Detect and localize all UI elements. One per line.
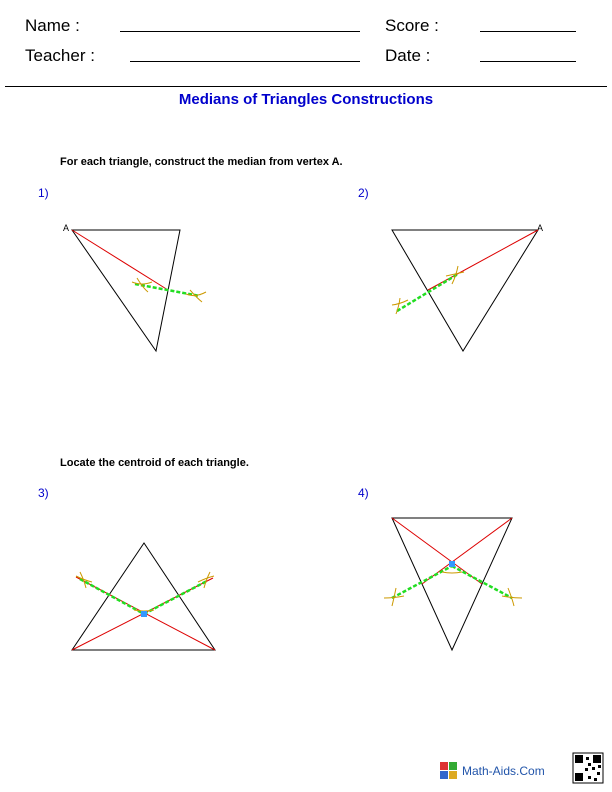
bisector-line-4a xyxy=(392,566,452,598)
footer-brand-text: Math-Aids.Com xyxy=(462,764,545,778)
vertex-label-a-1: A xyxy=(63,223,70,233)
problem-number-2: 2) xyxy=(358,186,369,200)
figure-problem-4 xyxy=(384,518,522,650)
score-label: Score : xyxy=(385,16,439,35)
triangle-1 xyxy=(72,230,180,351)
worksheet-title: Medians of Triangles Constructions xyxy=(178,91,434,108)
problem-number-3: 3) xyxy=(38,486,49,500)
bisector-line-2 xyxy=(397,274,458,311)
instruction-centroid: Locate the centroid of each triangle. xyxy=(60,457,249,469)
triangle-2 xyxy=(392,230,538,351)
median-line-1 xyxy=(72,230,168,290)
figure-problem-2 xyxy=(392,230,538,351)
teacher-label: Teacher : xyxy=(25,46,95,65)
bisector-line-4b xyxy=(452,566,512,598)
problem-number-1: 1) xyxy=(38,186,49,200)
qr-code-icon xyxy=(573,753,603,783)
bisector-line-3a xyxy=(80,579,144,614)
figure-problem-1 xyxy=(72,230,206,351)
instruction-medians: For each triangle, construct the median from vertex A. xyxy=(60,156,343,168)
figure-problem-3 xyxy=(72,543,215,650)
triangle-4 xyxy=(392,518,512,650)
centroid-marker-4 xyxy=(449,561,455,567)
centroid-marker-3 xyxy=(141,611,147,617)
construction-arcs-1 xyxy=(132,278,206,302)
date-label: Date : xyxy=(385,46,431,65)
construction-arcs-4 xyxy=(384,572,522,606)
triangle-3 xyxy=(72,543,215,650)
problem-number-4: 4) xyxy=(358,486,369,500)
name-label: Name : xyxy=(25,16,80,35)
construction-arcs-3 xyxy=(76,572,214,611)
vertex-label-a-2: A xyxy=(537,223,544,233)
math-aids-logo-icon xyxy=(440,762,457,779)
